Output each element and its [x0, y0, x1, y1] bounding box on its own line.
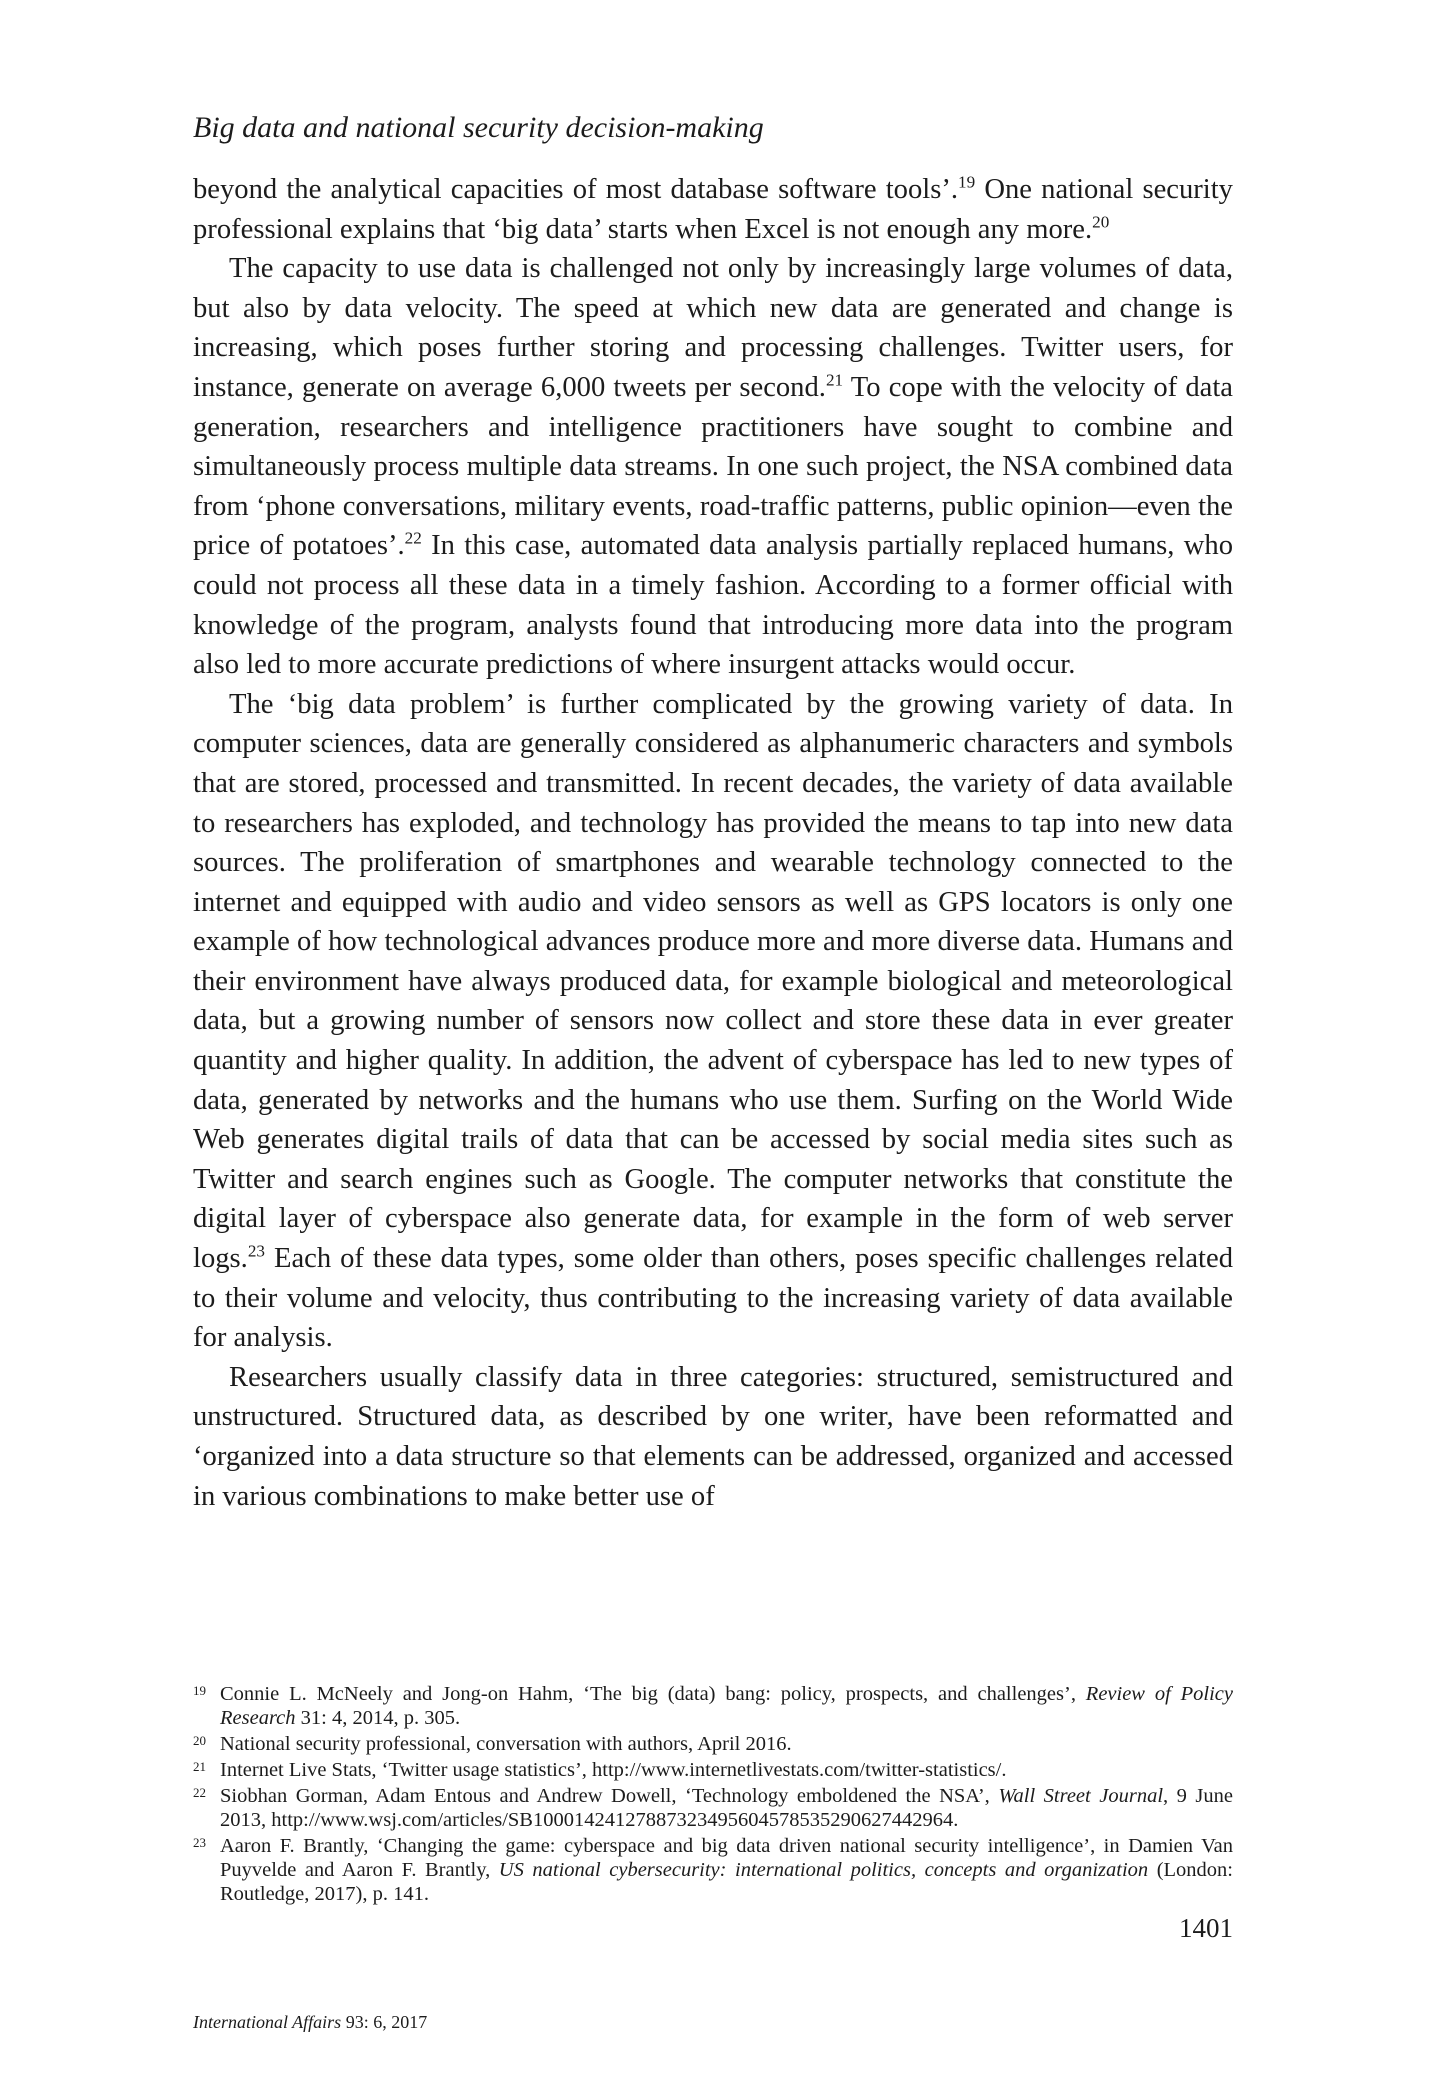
footnote-title: Wall Street Journal — [998, 1785, 1164, 1807]
running-head: Big data and national security decision-making — [193, 111, 764, 144]
body-text-run: In this case, automated data analysis partially replaced humans, who could not process all these data in a timely fashion. According to a former official with knowledge of the program, analysts found that introducing more data into the program also led to more accurate predictions of where insurgent attacks would occur. — [193, 530, 1233, 681]
body-paragraph — [193, 1358, 1233, 1516]
journal-footer — [193, 2011, 427, 2033]
footnote — [193, 1834, 1233, 1906]
footnote — [193, 1784, 1233, 1832]
body-text-run: Researchers usually classify data in three categories: structured, semistructured and unstructured. Structured data, as described by one writer, have been reformatted and ‘organized into a data structure so that elements can be addressed, organized and accessed in various combinations to make better use of — [193, 1361, 1233, 1512]
footnote-text: , 9 June 2013, http://www.wsj.com/articles/SB10001424127887323495604578535290627442964. — [220, 1785, 1234, 1831]
body-paragraph — [193, 249, 1233, 685]
body-paragraph — [193, 170, 1233, 249]
body-text — [193, 170, 1233, 1516]
footnote-title: Review of Policy Research — [220, 1683, 1233, 1729]
footnote-ref: 19 — [958, 172, 976, 192]
footnote-text: Siobhan Gorman, Adam Entous and Andrew Dowell, ‘Technology emboldened the NSA’, — [220, 1785, 999, 1807]
body-paragraph — [193, 685, 1233, 1358]
footnote-number: 21 — [193, 1759, 206, 1774]
footnote-text: National security professional, conversation with authors, April 2016. — [220, 1733, 792, 1755]
footnote-title: US national cybersecurity: international politics, concepts and organization — [498, 1859, 1149, 1881]
body-text-run: Each of these data types, some older than others, poses specific challenges related to their volume and velocity, thus contributing to the increasing variety of data available for analysis. — [193, 1243, 1233, 1354]
footnote-text: Internet Live Stats, ‘Twitter usage statistics’, http://www.internetlivestats.com/twitter-statistics/. — [220, 1759, 1007, 1781]
footnote-number: 23 — [193, 1835, 206, 1850]
footnote — [193, 1732, 1233, 1756]
footnotes — [193, 1682, 1233, 1908]
journal-issue: 93: 6, 2017 — [341, 2012, 428, 2032]
footnote-number: 22 — [193, 1785, 206, 1800]
footnote-text: Aaron F. Brantly, ‘Changing the game: cyberspace and big data driven national security intelligence’, in Damien Van Puyvelde and Aaron F. Brantly, — [220, 1835, 1233, 1881]
footnote-ref: 22 — [404, 528, 422, 548]
footnote — [193, 1682, 1233, 1730]
body-text-run: To cope with the velocity of data generation, researchers and intelligence practitioners have sought to combine and simultaneously process multiple data streams. In one such project, the NSA combined data from ‘phone conversations, military events, road-traffic patterns, public opinion—even the price of potatoes’. — [193, 371, 1233, 562]
body-text-run: One national security professional explains that ‘big data’ starts when Excel is not enough any more. — [193, 174, 1233, 245]
footnote-text: (London: Routledge, 2017), p. 141. — [220, 1859, 1233, 1905]
footnote-text: Connie L. McNeely and Jong-on Hahm, ‘The big (data) bang: policy, prospects, and challenges’, — [220, 1683, 1086, 1705]
footnote-ref: 20 — [1092, 212, 1110, 232]
footnote-number: 19 — [193, 1683, 206, 1698]
footnote-ref: 21 — [825, 370, 844, 390]
footnote-number: 20 — [193, 1733, 206, 1748]
body-text-run: The ‘big data problem’ is further complicated by the growing variety of data. In computer sciences, data are generally considered as alphanumeric characters and symbols that are stored, processed and transmitted. In recent decades, the variety of data available to researchers has exploded, and technology has provided the means to tap into new data sources. The proliferation of smartphones and wearable technology connected to the internet and equipped with audio and video sensors as well as GPS locators is only one example of how technological advances produce more and more diverse data. Humans and their environment have always produced data, for example biological and meteorological data, but a growing number of sensors now collect and store these data in ever greater quantity and higher quality. In addition, the advent of cyberspace has led to new types of data, generated by networks and the humans who use them. Surfing on the World Wide Web generates digital trails of data that can be accessed by social media sites such as Twitter and search engines such as Google. The computer networks that constitute the digital layer of cyberspace also generate data, for example in the form of web server logs. — [193, 688, 1233, 1275]
body-text-run: beyond the analytical capacities of most database software tools’. — [193, 174, 959, 205]
body-text-run: The capacity to use data is challenged not only by increasingly large volumes of data, but also by data velocity. The speed at which new data are generated and change is increasing, which poses further storing and processing challenges. Twitter users, for instance, generate on average 6,000 tweets per second. — [193, 253, 1233, 403]
footnote-text: 31: 4, 2014, p. 305. — [295, 1707, 461, 1729]
footnote-ref: 23 — [247, 1241, 265, 1261]
journal-title: International Affairs — [193, 2012, 342, 2032]
page-number: 1401 — [1179, 1913, 1233, 1943]
footnote — [193, 1758, 1233, 1782]
